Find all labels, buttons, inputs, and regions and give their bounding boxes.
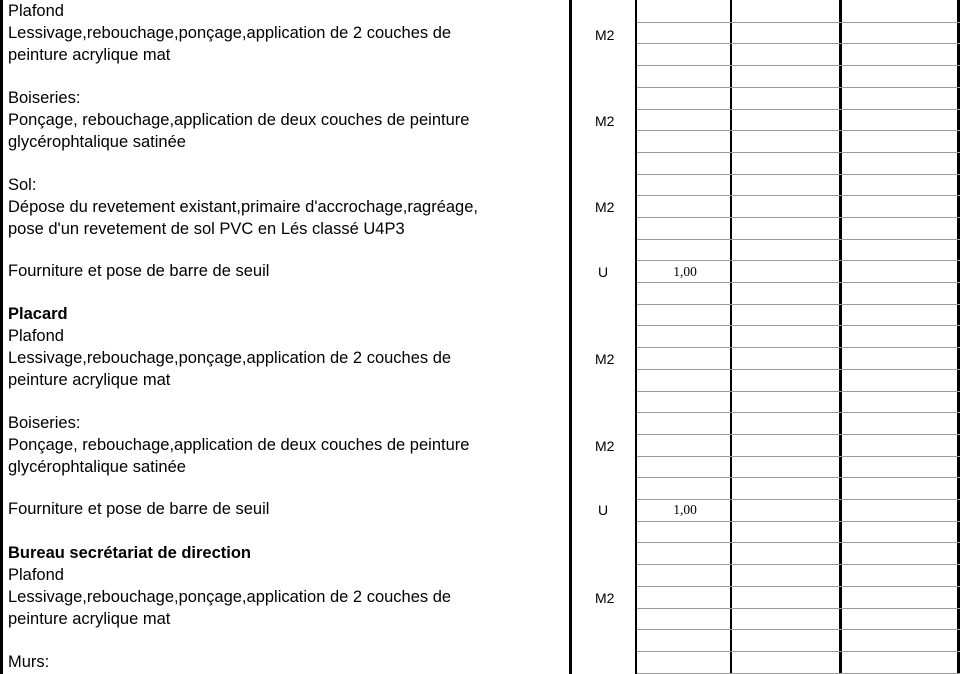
unit-cell: M2 <box>595 27 615 43</box>
grid-line <box>637 434 960 435</box>
section-heading: Placard <box>8 305 68 323</box>
grid-line <box>637 43 960 44</box>
quantity-cell: 1,00 <box>673 264 697 279</box>
grid-line <box>637 65 960 66</box>
description-column-border <box>569 0 572 674</box>
grid-line <box>637 651 960 652</box>
grid-line <box>637 369 960 370</box>
quantity-column-border <box>730 0 732 674</box>
grid-line <box>637 586 960 587</box>
section-line: Plafond <box>8 2 64 20</box>
section-line: Boiseries: <box>8 89 81 107</box>
grid-line <box>637 499 960 500</box>
section-line: glycérophtalique satinée <box>8 458 186 476</box>
grid-line <box>637 391 960 392</box>
section-line: Plafond <box>8 566 64 584</box>
section-heading: Bureau secrétariat de direction <box>8 544 252 562</box>
unit-cell: M2 <box>595 351 615 367</box>
grid-line <box>637 217 960 218</box>
grid-line <box>637 282 960 283</box>
unit-cell: U <box>598 502 609 518</box>
grid-line <box>637 542 960 543</box>
section-line: Lessivage,rebouchage,ponçage,application de 2 couches de <box>8 24 452 42</box>
price-column-border <box>839 0 842 674</box>
grid-line <box>637 608 960 609</box>
grid-line <box>637 195 960 196</box>
quantity-cell: 1,00 <box>673 502 697 517</box>
unit-cell: M2 <box>595 113 615 129</box>
grid-line <box>637 564 960 565</box>
grid-line <box>637 239 960 240</box>
section-line: Dépose du revetement existant,primaire d'accrochage,ragréage, <box>8 198 478 216</box>
grid-line <box>637 347 960 348</box>
grid-line <box>637 477 960 478</box>
grid-line <box>637 152 960 153</box>
left-border <box>0 0 3 674</box>
grid-line <box>637 456 960 457</box>
section-line: glycérophtalique satinée <box>8 133 186 151</box>
unit-cell: M2 <box>595 199 615 215</box>
unit-cell: M2 <box>595 590 615 606</box>
unit-cell: U <box>598 264 609 280</box>
unit-cell: M2 <box>595 438 615 454</box>
grid-line <box>637 22 960 23</box>
section-line: peinture acrylique mat <box>8 46 171 64</box>
grid-line <box>637 325 960 326</box>
grid-line <box>637 629 960 630</box>
section-line: peinture acrylique mat <box>8 610 171 628</box>
section-line: Ponçage, rebouchage,application de deux couches de peinture <box>8 111 470 129</box>
section-line: Lessivage,rebouchage,ponçage,application de 2 couches de <box>8 349 452 367</box>
grid-line <box>637 260 960 261</box>
grid-line <box>637 521 960 522</box>
section-line: Fourniture et pose de barre de seuil <box>8 500 270 518</box>
section-line: Murs: <box>8 653 50 671</box>
unit-column-border <box>635 0 637 674</box>
grid-line <box>637 174 960 175</box>
grid-line <box>637 87 960 88</box>
grid-line <box>637 109 960 110</box>
section-line: Lessivage,rebouchage,ponçage,application de 2 couches de <box>8 588 452 606</box>
section-line: Plafond <box>8 327 64 345</box>
section-line: Boiseries: <box>8 414 81 432</box>
section-line: Fourniture et pose de barre de seuil <box>8 262 270 280</box>
section-line: peinture acrylique mat <box>8 371 171 389</box>
grid-line <box>637 412 960 413</box>
section-line: pose d'un revetement de sol PVC en Lés classé U4P3 <box>8 220 405 238</box>
section-line: Ponçage, rebouchage,application de deux couches de peinture <box>8 436 470 454</box>
section-line: Sol: <box>8 176 37 194</box>
grid-line <box>637 304 960 305</box>
grid-line <box>637 130 960 131</box>
